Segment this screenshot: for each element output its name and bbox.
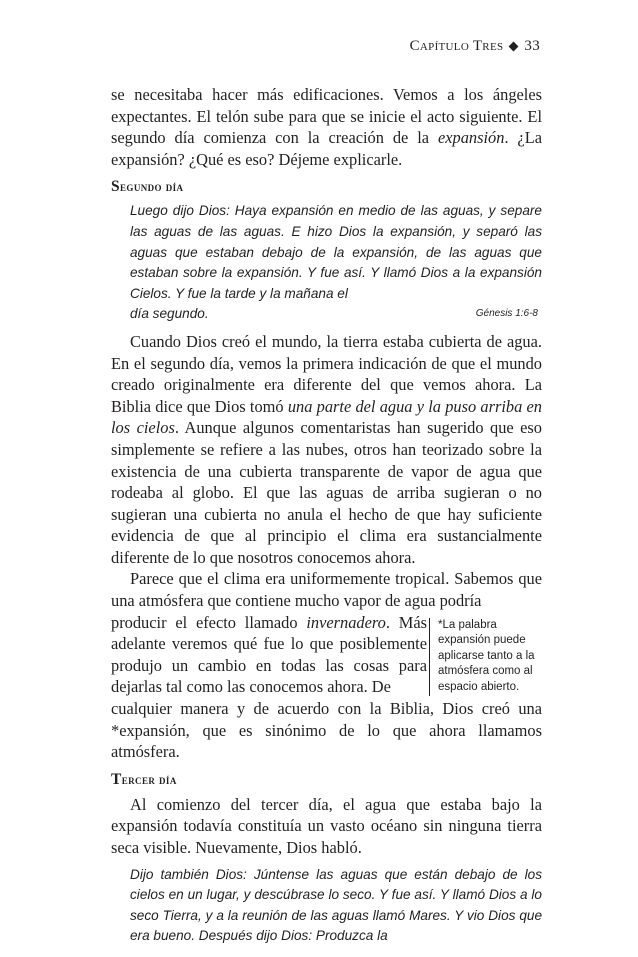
emphasis-expansion: expansión — [437, 128, 505, 148]
section-heading-segundo-dia: Segundo día — [111, 178, 184, 196]
scripture-quote-genesis-1 — [130, 201, 542, 325]
paragraph-creation: Cuando Dios creó el mundo, la tierra estaba cubierta de agua. En el segundo día, vemos la primera indicación de que el mundo creado originalmente era diferente del que vemos ahora. La Biblia dice que Dios tomó una parte del agua y la puso arriba en los cielos. Aunque algunos comentaristas han sugerido que eso simplemente se refiere a las nubes, otros han teorizado sobre la existencia de una cubierta transparente de vapor de agua que rodeaba al globo. El que las aguas de arriba sugieran o no sugieran una cubierta no anula el hecho de que hay suficiente evidencia de que al principio el clima era sustancialmente diferente de lo que nosotros conocemos ahora. — [111, 331, 542, 567]
emphasis-quote: una parte del agua y la puso arriba en los cielos — [111, 396, 542, 438]
emphasis-invernadero: invernadero — [306, 612, 386, 632]
chapter-title: Capítulo Tres — [409, 38, 504, 54]
paragraph-intro: se necesitaba hacer más edificaciones. Vemos a los ángeles expectantes. El telón sube para que se inicie el acto siguiente. El segundo día comienza con la creación de la expansión. ¿La expansión? ¿Qué es eso? Déjeme explicarle. — [111, 85, 542, 169]
quote-text: Luego dijo Dios: Haya expansión en medio de las aguas, y separe las aguas de las aguas. E hizo Dios la expansión, y separó las aguas que estaban debajo de la expansión, de las aguas que estaban sobre la expansión. Y fue así. Y llamó Dios a la expansión Cielos. Y fue la tarde y la mañana el — [130, 203, 542, 301]
paragraph-third-day: Al comienzo del tercer día, el agua que estaba bajo la expansión todavía constituía un vasto océano sin ninguna tierra seca visible. Nuevamente, Dios habló. — [111, 794, 542, 857]
running-header — [410, 38, 540, 55]
scripture-quote-genesis-2: Dijo también Dios: Júntense las aguas que están debajo de los cielos en un lugar, y descúbrase lo seco. Y fue así. Y llamó Dios a lo seco Tierra, y a la reunión de las aguas llamó Mares. Y vio Dios que era bueno. Después dijo Dios: Produzca la — [130, 866, 542, 944]
paragraph-climate: Parece que el clima era uniformemente tropical. Sabemos que una atmósfera que contiene mucho vapor de agua podría producir el efecto llamado invernadero. Más adelante veremos qué fue lo que posiblemente produjo un cambio en todas las cosas para dejarlas tal como las conocemos ahora. De *La palabra expansión puede aplicarse tanto a la atmósfera como al espacio abierto. cualquier manera y de acuerdo con la Biblia, Dios creó una *expansión, que es sinónimo de lo que ahora llamamos atmósfera. — [111, 569, 542, 762]
section-heading-tercer-dia: Tercer día — [111, 770, 177, 788]
page-body — [111, 84, 542, 953]
quote-last-line: día segundo. — [130, 306, 209, 322]
paragraph-climate-narrow: producir el efecto llamado invernadero. Más adelante veremos qué fue lo que posiblemente produjo un cambio en todas las cosas para dejarlas tal como las conocemos ahora. De — [111, 612, 427, 697]
scripture-reference: Génesis 1:6-8 — [475, 308, 538, 320]
sidenote-expansion: *La palabra expansión puede aplicarse tanto a la atmósfera como al espacio abierto. — [429, 618, 542, 696]
diamond-ornament-icon — [509, 41, 519, 51]
page-number: 33 — [524, 38, 540, 54]
